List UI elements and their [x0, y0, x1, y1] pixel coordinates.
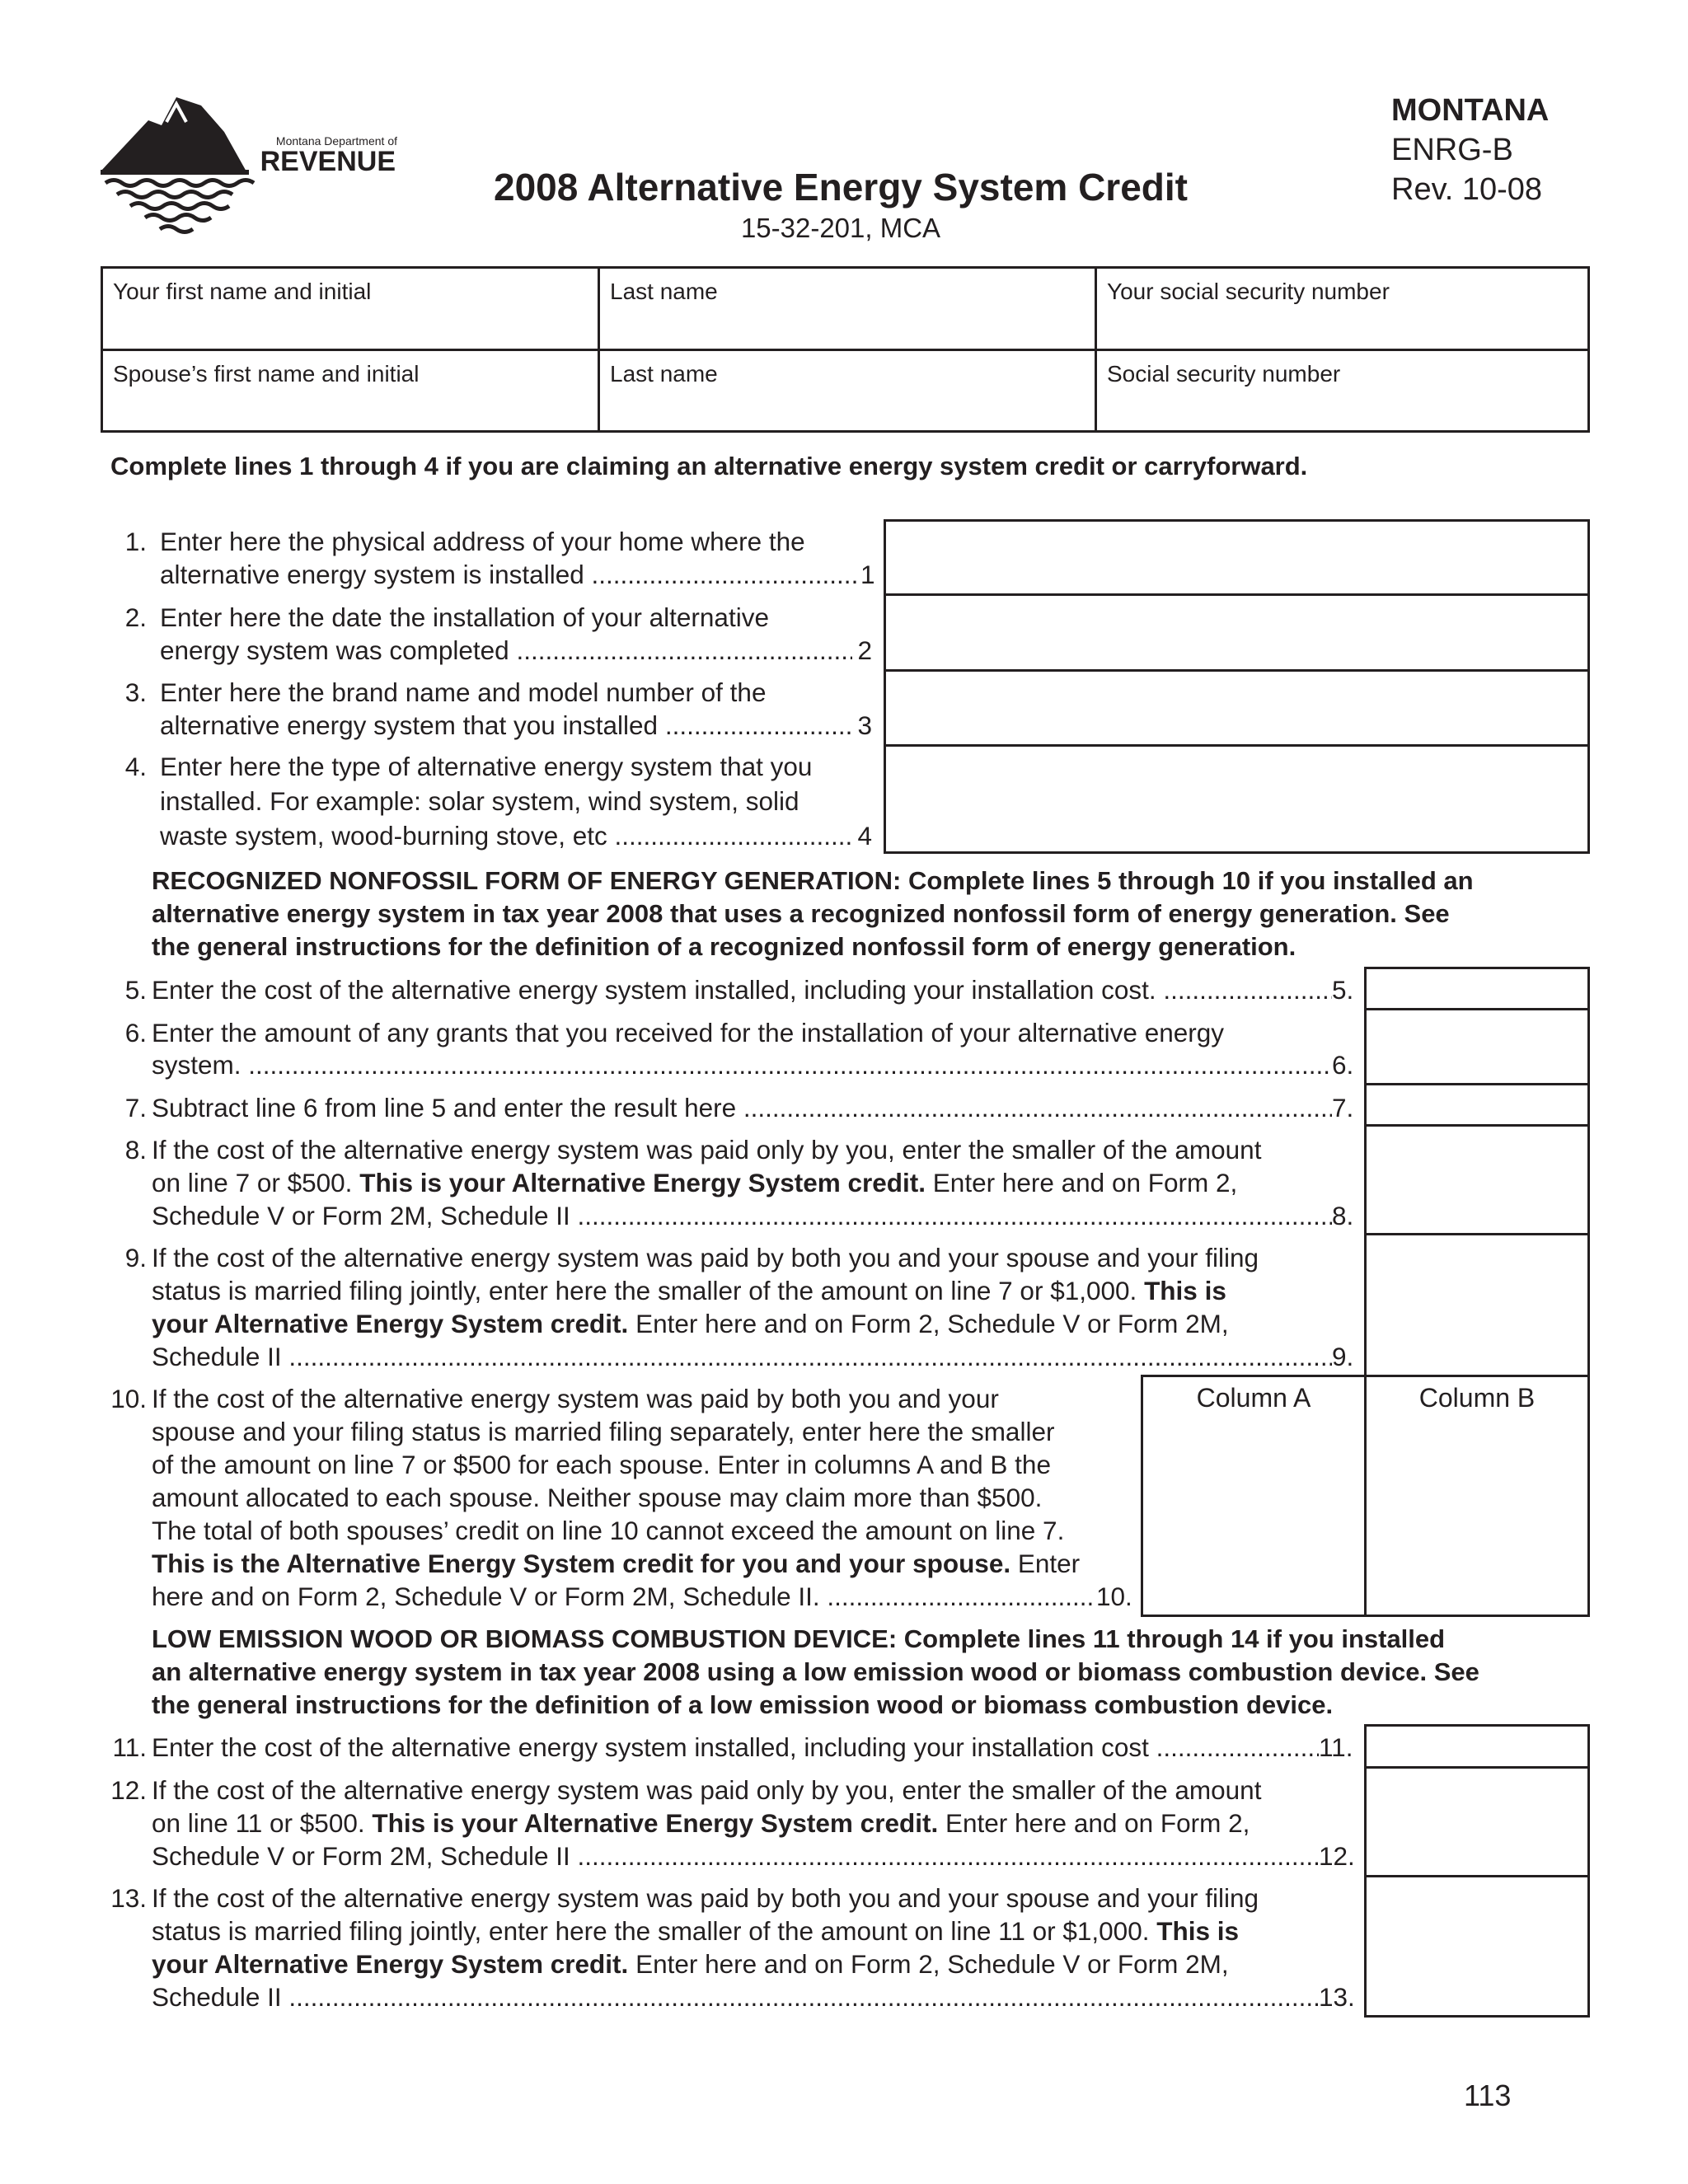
line-6-ref: 6. [1332, 1050, 1354, 1080]
spouse-ssn-field[interactable] [1097, 351, 1587, 430]
line-3-label: alternative energy system that you installed ..... [160, 709, 852, 742]
line-7-input[interactable] [1367, 1085, 1587, 1124]
line-6-num: 6. [124, 1018, 147, 1047]
line-12-num: 12. [110, 1775, 147, 1805]
line-1-ref: 1 [860, 560, 875, 589]
line-2-input[interactable] [886, 596, 1587, 669]
line-10-column-b-input[interactable] [1367, 1419, 1587, 1615]
line-10-text-3: of the amount on line 7 or $500 for each spouse. Enter in columns A and B the [152, 1450, 1051, 1479]
line-8-ref: 8. [1332, 1201, 1354, 1230]
mountain-logo-icon [101, 97, 397, 237]
line-9-text-2: status is married filing jointly, enter here the smaller of the amount on line 7 or $1,000. This is [152, 1276, 1226, 1305]
line-2-ref: 2 [857, 635, 872, 665]
ssn-label: Your social security number [1107, 279, 1390, 304]
agency-big-text: REVENUE [260, 146, 396, 177]
line-12-text-1: If the cost of the alternative energy system was paid only by you, enter the smaller of the amount [152, 1775, 1262, 1805]
line-8-text-1: If the cost of the alternative energy system was paid only by you, enter the smaller of the amount [152, 1135, 1262, 1165]
line-13-num: 13. [110, 1883, 147, 1913]
line-13-text-1: If the cost of the alternative energy system was paid by both you and your spouse and your filing [152, 1883, 1259, 1913]
line-10-text-6: This is the Alternative Energy System credit for you and your spouse. Enter [152, 1549, 1081, 1578]
line-10-ref: 10. [1096, 1582, 1132, 1611]
line-8-input[interactable] [1367, 1127, 1587, 1233]
spouse-last-name-label: Last name [610, 361, 718, 387]
first-name-label: Your first name and initial [113, 279, 372, 304]
line-3-ref: 3 [857, 710, 872, 740]
line-6-input[interactable] [1367, 1010, 1587, 1083]
taxpayer-id-grid [101, 266, 1590, 433]
line-9-input[interactable] [1367, 1235, 1587, 1375]
line-12-label: Schedule V or Form 2M, Schedule II ..... [152, 1840, 1319, 1872]
line-8-text-2: on line 7 or $500. This is your Alternative Energy System credit. Enter here and on Form 2, [152, 1168, 1238, 1197]
line-2-label: energy system was completed ..... [160, 634, 852, 667]
line-7-num: 7. [124, 1093, 147, 1122]
spouse-last-name-field[interactable] [600, 351, 1095, 430]
page-number: 113 [1464, 2079, 1512, 2112]
line-9-label: Schedule II ..... [152, 1340, 1332, 1373]
line-13-text-3: your Alternative Energy System credit. Enter here and on Form 2, Schedule V or Form 2M, [152, 1949, 1229, 1979]
line-4-input[interactable] [886, 747, 1587, 851]
section-nonfossil-heading: RECOGNIZED NONFOSSIL FORM OF ENERGY GENERATION: Complete lines 5 through 10 if you installed an alternative energy system in tax year 2008 that uses a recognized nonfossil form of energy generation. See the general instructions for the definition of a recognized nonfossil form of energy generation. [152, 866, 1474, 961]
line-6-label: system. ..... [152, 1048, 1332, 1081]
line-10-num: 10. [110, 1384, 147, 1413]
line-3-input[interactable] [886, 672, 1587, 744]
spouse-first-name-label: Spouse’s first name and initial [113, 361, 420, 387]
line-10-column-a-input[interactable] [1143, 1419, 1364, 1615]
line-13-label: Schedule II ..... [152, 1980, 1319, 2013]
revenue-logo [101, 97, 397, 237]
state-name: MONTANA [1391, 93, 1550, 128]
form-revision: Rev. 10-08 [1391, 172, 1543, 207]
line-9-ref: 9. [1332, 1342, 1354, 1371]
statute-reference: 15-32-201, MCA [740, 213, 941, 243]
column-a-header: Column A [1196, 1383, 1311, 1413]
line-10-text-4: amount allocated to each spouse. Neither spouse may claim more than $500. [152, 1483, 1043, 1512]
line-8-label: Schedule V or Form 2M, Schedule II ..... [152, 1199, 1332, 1232]
line-1-label: alternative energy system is installed ..... [160, 558, 862, 591]
line-4-label: waste system, wood-burning stove, etc ..... [160, 819, 852, 852]
form-id: ENRG-B [1391, 133, 1513, 167]
section-biomass-heading: LOW EMISSION WOOD OR BIOMASS COMBUSTION DEVICE: Complete lines 11 through 14 if you installed an alternative energy system in tax year 2008 using a low emission wood or biomass combustion device. See the general instructions for the definition of a low emission wood or biomass combustion device. [152, 1624, 1479, 1719]
last-name-label: Last name [610, 279, 718, 304]
line-6-text: Enter the amount of any grants that you received for the installation of your alternative energy [152, 1018, 1225, 1047]
line-7-ref: 7. [1332, 1093, 1354, 1122]
line-10-label: here and on Form 2, Schedule V or Form 2M, Schedule II. ..... [152, 1580, 1096, 1613]
line-1-input[interactable] [886, 522, 1587, 593]
line-10-text-1: If the cost of the alternative energy system was paid by both you and your [152, 1384, 999, 1413]
spouse-ssn-label: Social security number [1107, 361, 1341, 387]
line-9-num: 9. [124, 1243, 147, 1272]
line-4-text-2: installed. For example: solar system, wind system, solid [160, 786, 799, 816]
line-11-input[interactable] [1367, 1727, 1587, 1766]
line-13-ref: 13. [1319, 1982, 1355, 2012]
line-5-num: 5. [124, 975, 147, 1005]
ssn-field[interactable] [1097, 269, 1587, 349]
column-b-header: Column B [1418, 1383, 1536, 1413]
line-13-input[interactable] [1367, 1877, 1587, 2015]
line-11-ref: 11. [1319, 1732, 1353, 1762]
agency-small-text: Montana Department of [275, 134, 397, 148]
form-title: 2008 Alternative Energy System Credit [494, 166, 1188, 209]
line-10-text-2: spouse and your filing status is married filing separately, enter here the smaller [152, 1417, 1055, 1446]
spouse-first-name-field[interactable] [103, 351, 598, 430]
form-identifier [1391, 91, 1549, 209]
line-10-text-5: The total of both spouses’ credit on line 10 cannot exceed the amount on line 7. [152, 1516, 1065, 1545]
line-9-text-3: your Alternative Energy System credit. Enter here and on Form 2, Schedule V or Form 2M, [152, 1309, 1229, 1338]
line-13-text-2: status is married filing jointly, enter here the smaller of the amount on line 11 or $1,000. This is [152, 1916, 1240, 1946]
line-12-ref: 12. [1319, 1841, 1355, 1871]
first-name-field[interactable] [103, 269, 598, 349]
line-5-ref: 5. [1332, 975, 1354, 1005]
line-8-num: 8. [124, 1135, 147, 1165]
line-5-label: Enter the cost of the alternative energy system installed, including your installation cost. ..... [152, 973, 1332, 1006]
line-7-label: Subtract line 6 from line 5 and enter the result here ..... [152, 1091, 1332, 1124]
line-5-input[interactable] [1367, 969, 1587, 1008]
last-name-field[interactable] [600, 269, 1095, 349]
line-9-text-1: If the cost of the alternative energy system was paid by both you and your spouse and your filing [152, 1243, 1259, 1272]
line-4-ref: 4 [857, 821, 872, 851]
line-11-label: Enter the cost of the alternative energy system installed, including your installation cost ..... [152, 1731, 1319, 1764]
line-12-input[interactable] [1367, 1769, 1587, 1875]
line-12-text-2: on line 11 or $500. This is your Alternative Energy System credit. Enter here and on Form 2, [152, 1808, 1250, 1838]
line-11-num: 11. [112, 1732, 147, 1762]
intro-instruction: Complete lines 1 through 4 if you are claiming an alternative energy system credit or carryforward. [110, 452, 1308, 480]
